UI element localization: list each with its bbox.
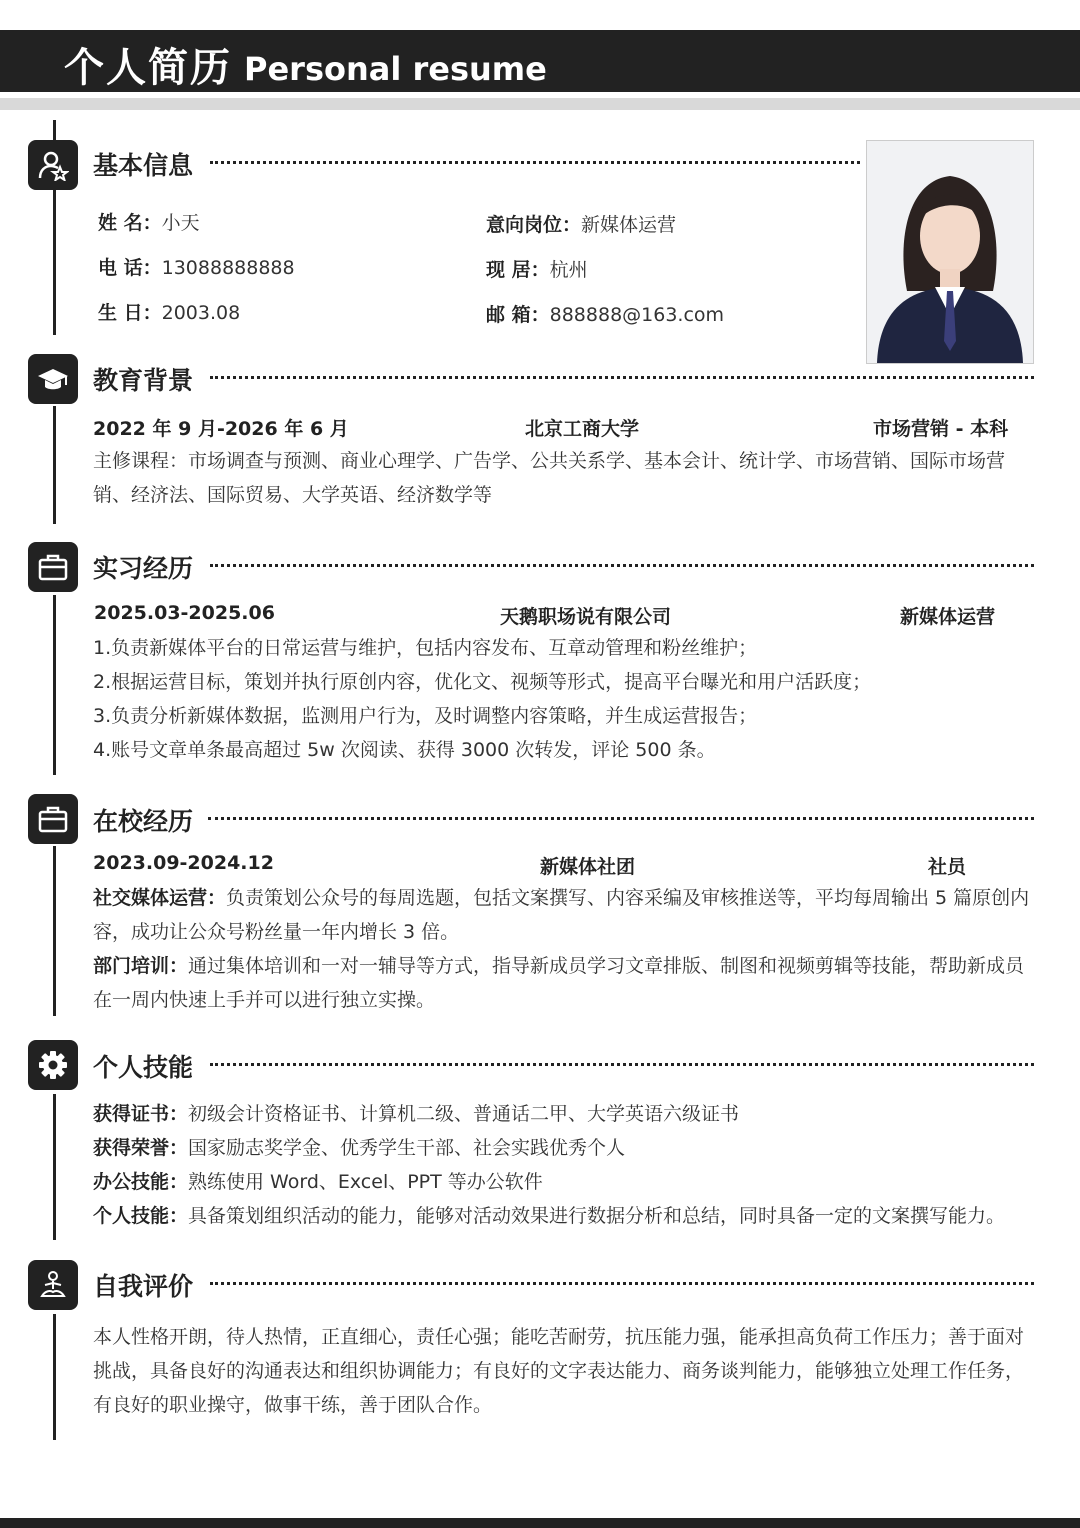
education-courses (93, 444, 1038, 512)
field-label: 意向岗位： (486, 214, 582, 236)
education-major: 市场营销 - 本科 (873, 418, 1009, 440)
item-label: 社交媒体运营： (93, 887, 227, 909)
field-label: 生 日： (98, 302, 162, 324)
graduation-cap-icon (28, 354, 78, 404)
list-item: 3.负责分析新媒体数据，监测用户行为，及时调整内容策略，并生成运营报告； (93, 705, 758, 727)
field-label: 电 话： (98, 257, 162, 279)
item-label: 个人技能： (93, 1205, 189, 1227)
section-divider (208, 817, 1034, 820)
field-value: 2003.08 (161, 302, 241, 324)
courses-label: 主修课程： (93, 450, 189, 472)
section-divider (210, 1063, 1034, 1066)
phone-field (98, 253, 295, 280)
list-item (93, 1097, 1038, 1131)
section-divider (210, 161, 860, 164)
item-label: 获得证书： (93, 1103, 189, 1125)
list-item: 1.负责新媒体平台的日常运营与维护，包括内容发布、互章动管理和粉丝维护； (93, 637, 758, 659)
field-value: 杭州 (549, 259, 588, 281)
item-label: 获得荣誉： (93, 1137, 189, 1159)
timeline-line (53, 1314, 56, 1440)
section-title-basic: 基本信息 (93, 151, 194, 180)
timeline-line (53, 1094, 56, 1240)
name-field (98, 208, 200, 235)
section-title-campus: 在校经历 (93, 807, 194, 836)
field-value: 小天 (161, 212, 200, 234)
gear-icon (28, 1040, 78, 1090)
briefcase-icon (28, 542, 78, 592)
residence-field (486, 255, 588, 282)
profile-photo (866, 140, 1034, 364)
skills-list (93, 1097, 1038, 1233)
internship-role: 新媒体运营 (900, 606, 996, 628)
timeline-line (53, 120, 56, 140)
resume-subtitle: Personal resume (244, 50, 547, 88)
internship-company: 天鹅职场说有限公司 (500, 606, 672, 628)
internship-duties (93, 631, 1038, 767)
campus-period: 2023.09-2024.12 (93, 852, 274, 874)
item-text: 具备策划组织活动的能力，能够对活动效果进行数据分析和总结，同时具备一定的文案撰写能力。 (188, 1205, 1006, 1227)
meditation-person-icon (28, 1260, 78, 1310)
footer-band (0, 1518, 1080, 1528)
field-label: 现 居： (486, 259, 550, 281)
item-text: 通过集体培训和一对一辅导等方式，指导新成员学习文章排版、制图和视频剪辑等技能，帮助新成员在一周内快速上手并可以进行独立实操。 (93, 955, 1025, 1011)
section-divider (210, 376, 1034, 379)
section-title-education: 教育背景 (93, 366, 194, 395)
section-divider (210, 1282, 1034, 1285)
person-star-icon (28, 140, 78, 190)
field-label: 邮 箱： (486, 304, 550, 326)
item-label: 办公技能： (93, 1171, 189, 1193)
list-item (93, 1199, 1038, 1233)
section-title-skills: 个人技能 (93, 1053, 194, 1082)
list-item: 4.账号文章单条最高超过 5w 次阅读、获得 3000 次转发，评论 500 条。 (93, 739, 716, 761)
field-value: 888888@163.com (549, 304, 725, 326)
item-text: 熟练使用 Word、Excel、PPT 等办公软件 (188, 1171, 543, 1193)
timeline-line (53, 846, 56, 1016)
list-item (93, 1131, 1038, 1165)
list-item (93, 1165, 1038, 1199)
list-item (93, 949, 1038, 1017)
section-title-internship: 实习经历 (93, 554, 194, 583)
briefcase-icon (28, 794, 78, 844)
email-field (486, 300, 724, 327)
field-label: 姓 名： (98, 212, 162, 234)
education-school: 北京工商大学 (525, 418, 640, 440)
field-value: 新媒体运营 (581, 214, 677, 236)
position-field (486, 210, 676, 237)
timeline-line (53, 595, 56, 775)
self-eval-text: 本人性格开朗，待人热情，正直细心，责任心强；能吃苦耐劳，抗压能力强，能承担高负荷工作压力；善于面对挑战，具备良好的沟通表达和组织协调能力；有良好的文字表达能力、商务谈判能力，能够独立处理工作任务，有良好的职业操守，做事干练，善于团队合作。 (93, 1326, 1025, 1416)
section-title-self-eval: 自我评价 (93, 1272, 194, 1301)
field-value: 13088888888 (161, 257, 295, 279)
campus-details (93, 881, 1038, 1017)
timeline-line (53, 190, 56, 335)
item-text: 国家励志奖学金、优秀学生干部、社会实践优秀个人 (188, 1137, 626, 1159)
birthday-field (98, 298, 240, 325)
list-item (93, 881, 1038, 949)
education-period: 2022 年 9 月-2026 年 6 月 (93, 418, 349, 440)
item-text: 初级会计资格证书、计算机二级、普通话二甲、大学英语六级证书 (188, 1103, 740, 1125)
campus-org: 新媒体社团 (540, 856, 636, 878)
header-divider (0, 98, 1080, 110)
timeline-line (53, 406, 56, 524)
list-item: 2.根据运营目标，策划并执行原创内容，优化文、视频等形式，提高平台曝光和用户活跃度； (93, 671, 872, 693)
section-divider (210, 564, 1034, 567)
internship-period: 2025.03-2025.06 (94, 602, 275, 624)
courses-text: 市场调查与预测、商业心理学、广告学、公共关系学、基本会计、统计学、市场营销、国际市场营销、经济法、国际贸易、大学英语、经济数学等 (93, 450, 1006, 506)
campus-role: 社员 (928, 856, 967, 878)
item-label: 部门培训： (93, 955, 189, 977)
resume-title: 个人简历 (64, 45, 232, 91)
item-text: 负责策划公众号的每周选题，包括文案撰写、内容采编及审核推送等，平均每周输出 5 篇原创内容，成功让公众号粉丝量一年内增长 3 倍。 (93, 887, 1030, 943)
